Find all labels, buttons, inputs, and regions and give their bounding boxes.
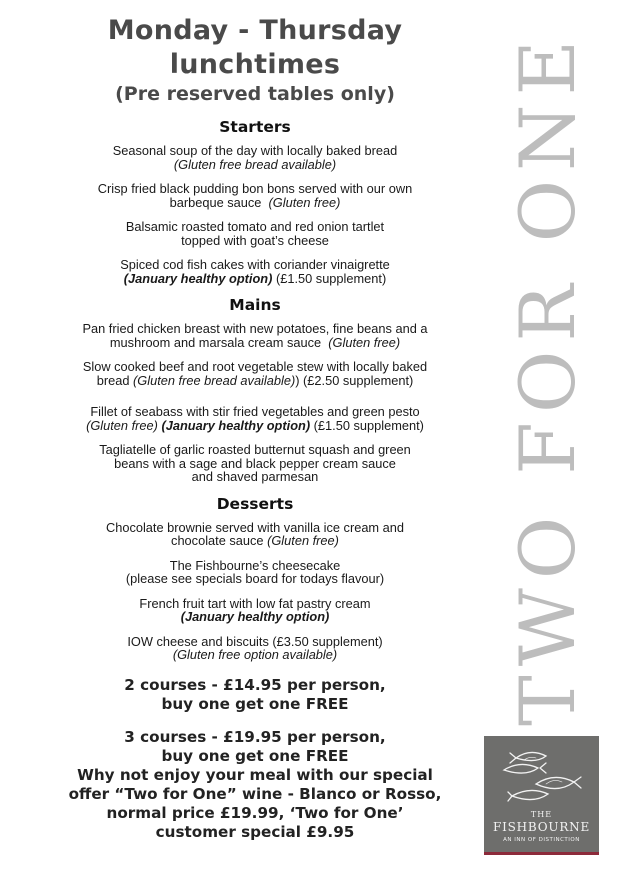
item-description: Balsamic roasted tomato and red onion tartlet: [125, 219, 385, 234]
menu-item: [20, 258, 490, 285]
healthy-option-note: (January healthy option): [123, 270, 273, 286]
logo-name: FISHBOURNE: [492, 820, 591, 834]
three-course-offer: buy one get one FREE: [161, 746, 349, 765]
menu-item: [20, 144, 490, 171]
item-description: bread: [96, 372, 130, 388]
starters-section: [20, 118, 490, 285]
item-description: Pan fried chicken breast with new potatoes, fine beans and a: [82, 321, 428, 336]
menu-item: [20, 405, 490, 432]
item-description: Spiced cod fish cakes with coriander vinaigrette: [120, 257, 390, 272]
wine-offer-line: normal price £19.99, ‘Two for One’: [106, 803, 404, 822]
item-description: IOW cheese and biscuits (£3.50 supplement): [127, 633, 383, 649]
logo-tagline: AN INN OF DISTINCTION: [503, 837, 580, 843]
gluten-note: (Gluten free bread available): [133, 372, 296, 388]
item-description: The Fishbourne’s cheesecake: [169, 557, 341, 573]
supplement-note: (£1.50 supplement): [313, 417, 424, 433]
menu-item: [20, 635, 490, 662]
wine-offer-line: Why not enjoy your meal with our special: [77, 765, 433, 784]
menu-item: [20, 322, 490, 349]
page-subtitle: (Pre reserved tables only): [115, 83, 395, 105]
menu-item: [20, 360, 490, 387]
starters-heading: Starters: [219, 118, 291, 136]
item-description: Slow cooked beef and root vegetable stew with locally baked: [82, 359, 428, 374]
wine-offer-line: offer “Two for One” wine - Blanco or Rosso,: [68, 784, 442, 803]
fish-icon: [496, 744, 587, 808]
item-description: Crisp fried black pudding bon bons served with our own: [97, 181, 413, 196]
item-description: mushroom and marsala cream sauce: [109, 334, 322, 350]
menu-item: [20, 182, 490, 209]
gluten-note: (Gluten free): [267, 533, 339, 548]
menu-item: [20, 521, 490, 548]
gluten-note: (Gluten free bread available): [173, 156, 337, 172]
gluten-note: (Gluten free): [328, 334, 401, 350]
fishbourne-logo: [484, 736, 599, 855]
two-for-one-banner: [492, 30, 602, 726]
page-title: Monday - Thursday lunchtimes: [107, 15, 403, 80]
item-description: topped with goat’s cheese: [181, 232, 329, 248]
healthy-option-note: (January healthy option): [180, 609, 330, 624]
desserts-section: [20, 495, 490, 662]
item-description: barbeque sauce: [169, 194, 262, 210]
menu-item: [20, 443, 490, 484]
two-for-one-text: TWO FOR ONE: [502, 30, 592, 726]
healthy-option-note: (January healthy option): [161, 417, 311, 433]
mains-heading: Mains: [229, 296, 281, 314]
gluten-note: (Gluten free): [86, 417, 158, 433]
mains-section: [20, 296, 490, 484]
item-description: (please see specials board for todays flavour): [125, 571, 385, 586]
item-description: and shaved parmesan: [191, 469, 319, 484]
item-description: chocolate sauce: [171, 533, 264, 548]
item-description: beans with a sage and black pepper cream sauce: [114, 455, 396, 471]
item-description: French fruit tart with low fat pastry cream: [139, 595, 371, 611]
gluten-note: (Gluten free): [268, 194, 341, 210]
wine-offer-line: customer special £9.95: [155, 822, 355, 841]
logo-the: THE: [530, 810, 553, 819]
item-description: Fillet of seabass with stir fried vegetables and green pesto: [90, 404, 420, 419]
pricing-section: [20, 676, 490, 842]
gluten-note: (Gluten free option available): [172, 647, 338, 662]
item-description: Seasonal soup of the day with locally baked bread: [112, 143, 398, 158]
three-course-price: 3 courses - £19.95 per person,: [124, 727, 386, 746]
menu-content: [20, 14, 490, 842]
supplement-note: ) (£2.50 supplement): [295, 372, 414, 388]
menu-item: [20, 220, 490, 247]
supplement-note: (£1.50 supplement): [275, 270, 387, 286]
item-description: Tagliatelle of garlic roasted butternut squash and green: [99, 442, 411, 457]
item-description: Chocolate brownie served with vanilla ice cream and: [105, 519, 405, 535]
menu-item: [20, 559, 490, 586]
two-course-offer: buy one get one FREE: [161, 694, 349, 713]
menu-item: [20, 597, 490, 624]
two-course-price: 2 courses - £14.95 per person,: [124, 675, 386, 694]
desserts-heading: Desserts: [216, 494, 294, 513]
